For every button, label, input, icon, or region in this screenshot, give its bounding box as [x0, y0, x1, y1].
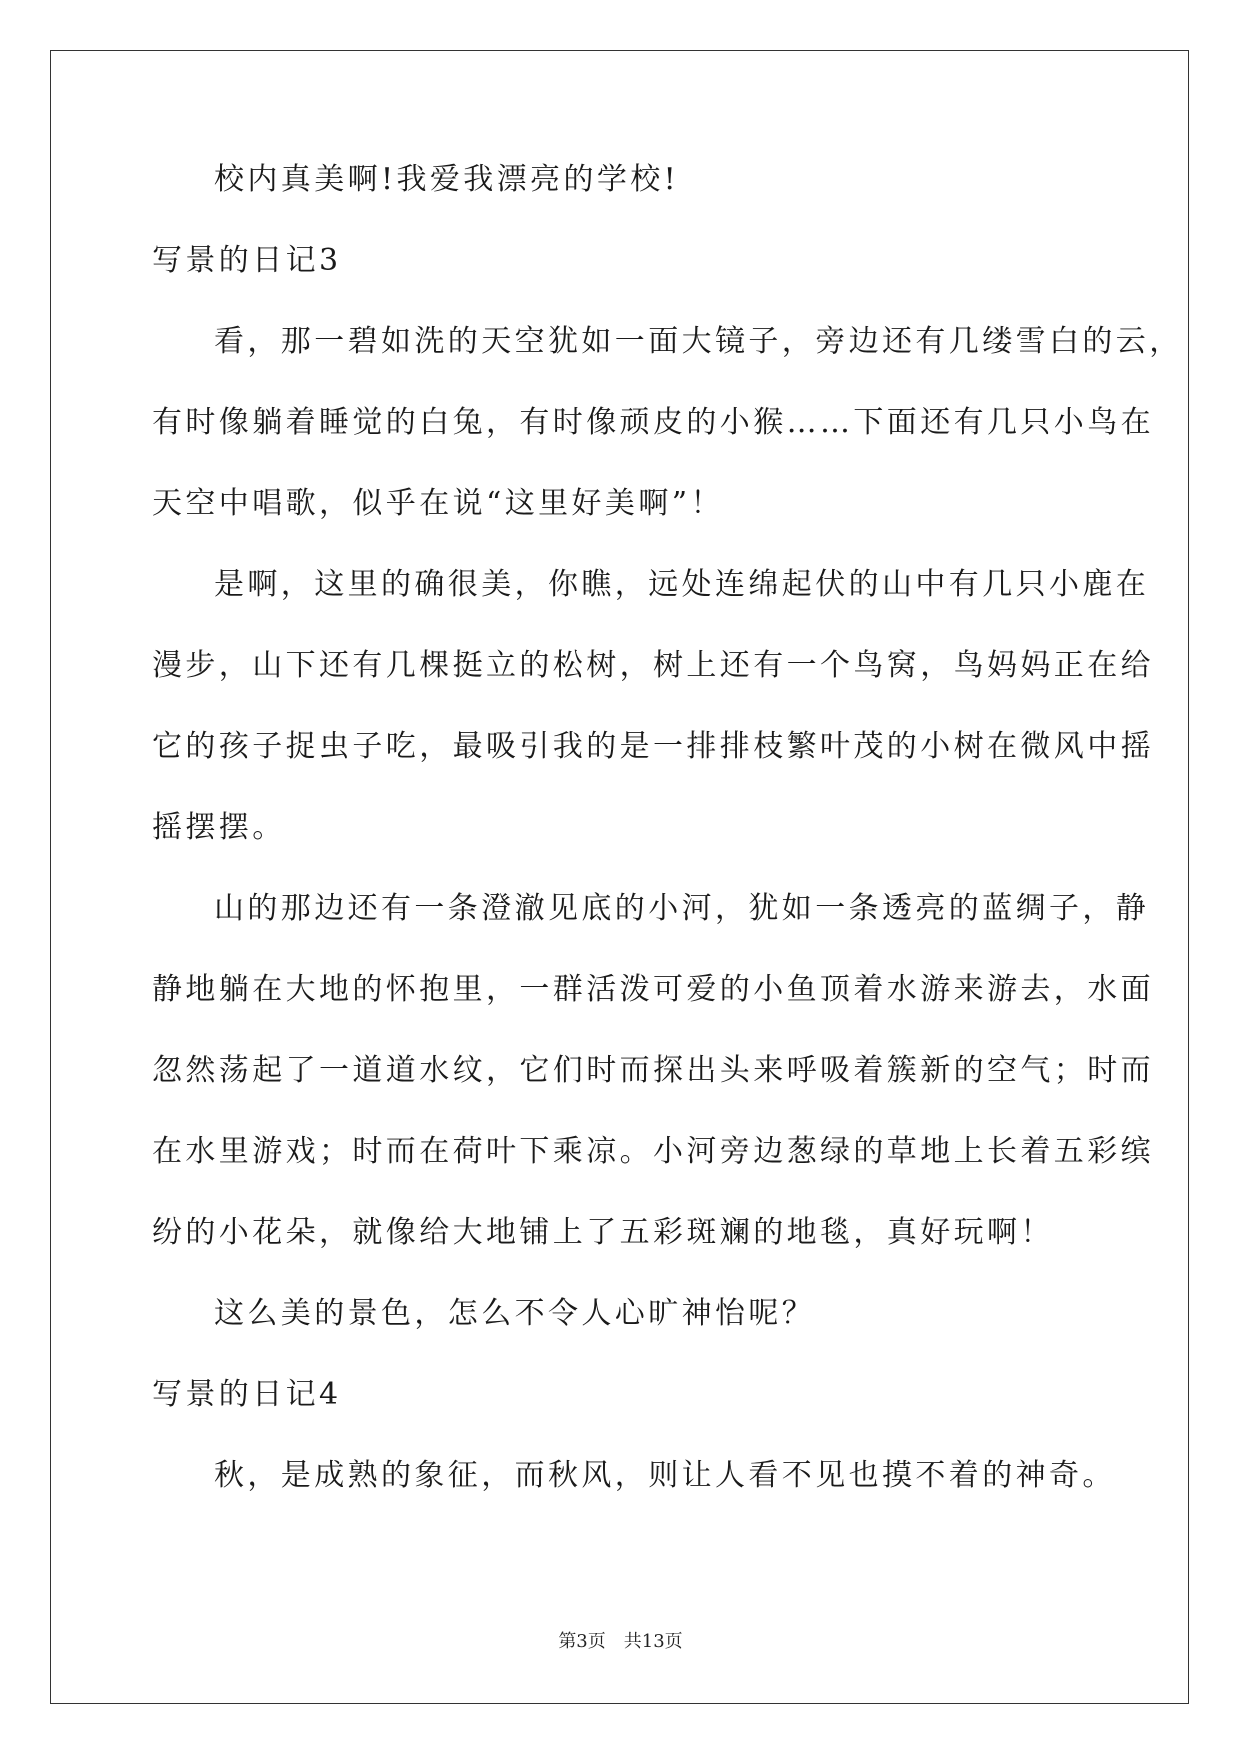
- page-number-footer: 第3页 共13页: [558, 1631, 683, 1652]
- paragraph-line: 看，那一碧如洗的天空犹如一面大镜子，旁边还有几缕雪白的云，: [214, 324, 1183, 359]
- paragraph-line: 山的那边还有一条澄澈见底的小河，犹如一条透亮的蓝绸子，静: [214, 891, 1150, 926]
- paragraph-line: 秋，是成熟的象征，而秋风，则让人看不见也摸不着的神奇。: [214, 1458, 1116, 1493]
- paragraph-line: 有时像躺着睡觉的白兔，有时像顽皮的小猴……下面还有几只小鸟在: [152, 405, 1154, 440]
- section-heading: 写景的日记4: [152, 1377, 342, 1412]
- paragraph-line: 是啊，这里的确很美，你瞧，远处连绵起伏的山中有几只小鹿在: [214, 567, 1150, 602]
- paragraph-line: 天空中唱歌，似乎在说“这里好美啊”！: [152, 486, 724, 521]
- paragraph-line: 在水里游戏；时而在荷叶下乘凉。小河旁边葱绿的草地上长着五彩缤: [152, 1134, 1154, 1169]
- paragraph-line: 纷的小花朵，就像给大地铺上了五彩斑斓的地毯，真好玩啊！: [152, 1215, 1054, 1250]
- paragraph-line: 忽然荡起了一道道水纹，它们时而探出头来呼吸着簇新的空气；时而: [152, 1053, 1154, 1088]
- paragraph-line: 静地躺在大地的怀抱里，一群活泼可爱的小鱼顶着水游来游去，水面: [152, 972, 1154, 1007]
- section-heading: 写景的日记3: [152, 243, 342, 278]
- paragraph-line: 它的孩子捉虫子吃，最吸引我的是一排排枝繁叶茂的小树在微风中摇: [152, 729, 1154, 764]
- paragraph-line: 漫步，山下还有几棵挺立的松树，树上还有一个鸟窝，鸟妈妈正在给: [152, 648, 1154, 683]
- paragraph-line: 这么美的景色，怎么不令人心旷神怡呢？: [214, 1296, 816, 1331]
- paragraph-line: 校内真美啊!我爱我漂亮的学校!: [214, 162, 680, 197]
- paragraph-line: 摇摆摆。: [152, 810, 286, 845]
